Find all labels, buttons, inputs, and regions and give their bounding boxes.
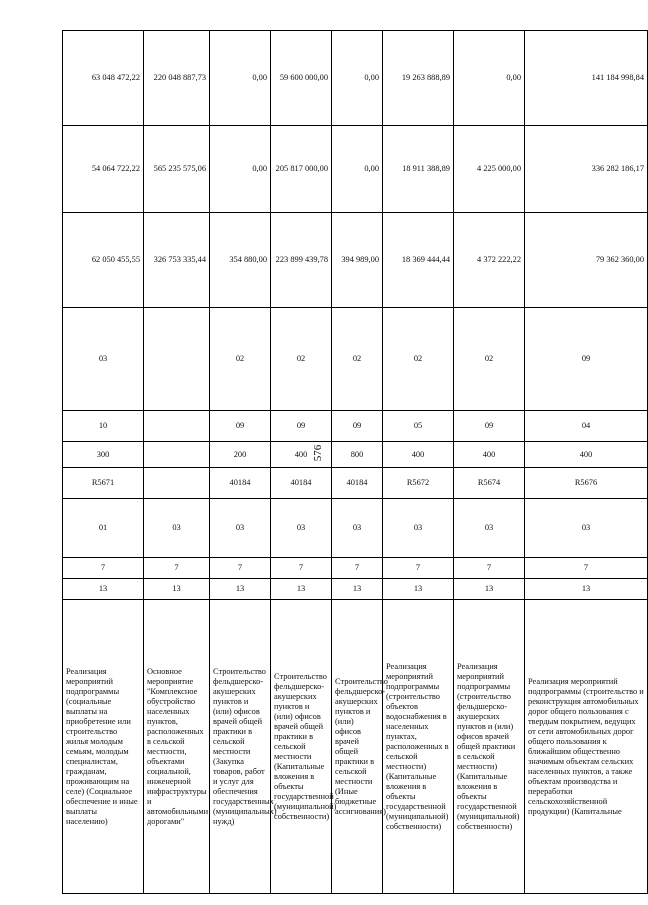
table-cell: 400	[383, 442, 454, 468]
table-cell: 13	[332, 579, 383, 600]
table-field-row-c4	[63, 468, 648, 499]
table-cell: 54 064 722,22	[63, 126, 144, 213]
table-cell: 02	[454, 308, 525, 411]
table-cell: 02	[383, 308, 454, 411]
table-cell: 394 989,00	[332, 213, 383, 308]
table-cell: 0,00	[332, 31, 383, 126]
table-cell: 13	[210, 579, 271, 600]
table-cell: 0,00	[332, 126, 383, 213]
row-name-cell: Строительство фельдшерско-акушерских пунктов и (или) офисов врачей общей практики в сельской местности (Капитальные вложения в объекты государственной (муниципальной) собственности)	[271, 600, 332, 894]
table-cell: 09	[271, 411, 332, 442]
table-cell: 7	[454, 558, 525, 579]
table-cell: 200	[210, 442, 271, 468]
table-cell: 02	[332, 308, 383, 411]
table-cell: 13	[271, 579, 332, 600]
table-cell	[144, 411, 210, 442]
row-name-cell: Реализация мероприятий подпрограммы (строительство объектов водоснабжения в населенных пунктах, расположенных в сельской местности) (Капитальные вложения в объекты государственной (муниципальной) собственности)	[383, 600, 454, 894]
table-cell: 40184	[210, 468, 271, 499]
table-field-row-name	[63, 600, 648, 894]
table-cell: 03	[63, 308, 144, 411]
table-cell: R5672	[383, 468, 454, 499]
table-cell: 62 050 455,55	[63, 213, 144, 308]
table-cell: 0,00	[210, 126, 271, 213]
table-cell: 7	[332, 558, 383, 579]
table-cell: 13	[144, 579, 210, 600]
table-cell: 354 880,00	[210, 213, 271, 308]
table-cell: R5671	[63, 468, 144, 499]
table-cell: 09	[525, 308, 648, 411]
table-cell: 13	[63, 579, 144, 600]
table-cell: 400	[525, 442, 648, 468]
table-cell: 59 600 000,00	[271, 31, 332, 126]
table-field-row-c5	[63, 442, 648, 468]
table-cell: 13	[454, 579, 525, 600]
table-cell: 326 753 335,44	[144, 213, 210, 308]
table-cell: 02	[210, 308, 271, 411]
table-cell: 220 048 887,73	[144, 31, 210, 126]
table-cell: 19 263 888,89	[383, 31, 454, 126]
table-cell: 03	[271, 499, 332, 558]
budget-table	[62, 30, 648, 894]
table-cell: 05	[383, 411, 454, 442]
row-name-cell: Основное мероприятие "Комплексное обустройство населенных пунктов, расположенных в сельской местности, объектами социальной, инженерной инфраструктуры и автомобильными дорогами"	[144, 600, 210, 894]
table-cell: 7	[144, 558, 210, 579]
table-cell: 03	[144, 499, 210, 558]
table-cell: R5674	[454, 468, 525, 499]
row-name-cell: Реализация мероприятий подпрограммы (строительство фельдшерско-акушерских пунктов и (или) офисов врачей общей практики в сельской местности) (Капитальные вложения в объекты государственной (муниципальной) собственности)	[454, 600, 525, 894]
table-cell: 7	[383, 558, 454, 579]
table-field-row-c7	[63, 308, 648, 411]
table-cell: 7	[63, 558, 144, 579]
table-cell: 141 184 998,84	[525, 31, 648, 126]
table-field-row-c6	[63, 411, 648, 442]
table-cell: 10	[63, 411, 144, 442]
table-cell: 01	[63, 499, 144, 558]
table-cell: 800	[332, 442, 383, 468]
table-cell: 09	[454, 411, 525, 442]
budget-table-frame	[62, 30, 644, 874]
table-cell: 03	[454, 499, 525, 558]
table-cell	[144, 442, 210, 468]
table-cell: R5676	[525, 468, 648, 499]
row-name-cell: Строительство фельдшерско-акушерских пунктов и (или) офисов врачей общей практики в сельской местности (Иные бюджетные ассигнования)	[332, 600, 383, 894]
table-cell: 400	[454, 442, 525, 468]
table-cell: 336 282 186,17	[525, 126, 648, 213]
table-field-row-v2	[63, 126, 648, 213]
table-field-row-c1	[63, 579, 648, 600]
table-cell: 63 048 472,22	[63, 31, 144, 126]
table-cell: 09	[210, 411, 271, 442]
table-cell: 0,00	[210, 31, 271, 126]
row-name-cell: Реализация мероприятий подпрограммы (строительство и реконструкция автомобильных дорог общего пользования с твердым покрытием, ведущих от сети автомобильных дорог общего пользования к ближайшим общественно значимым объектам сельских населенных пунктов, а также объектам производства и переработки сельскохозяйственной продукции) (Капитальные	[525, 600, 648, 894]
table-cell: 18 911 388,89	[383, 126, 454, 213]
table-cell: 7	[525, 558, 648, 579]
table-cell: 0,00	[454, 31, 525, 126]
table-cell: 205 817 000,00	[271, 126, 332, 213]
table-cell: 03	[383, 499, 454, 558]
row-name-cell: Реализация мероприятий подпрограммы (социальные выплаты на приобретение или строительство жилья молодым семьям, молодым специалистам, гражданам, проживающим на селе) (Социальное обеспечение и иные выплаты населению)	[63, 600, 144, 894]
table-cell: 13	[383, 579, 454, 600]
table-cell: 400	[271, 442, 332, 468]
table-cell	[144, 468, 210, 499]
table-field-row-c3	[63, 499, 648, 558]
table-cell: 03	[525, 499, 648, 558]
table-cell: 40184	[332, 468, 383, 499]
table-cell: 03	[332, 499, 383, 558]
table-cell: 79 362 360,00	[525, 213, 648, 308]
table-cell: 7	[271, 558, 332, 579]
table-cell: 13	[525, 579, 648, 600]
table-cell: 223 899 439,78	[271, 213, 332, 308]
table-cell: 300	[63, 442, 144, 468]
row-name-cell: Строительство фельдшерско-акушерских пунктов и (или) офисов врачей общей практики в сельской местности (Закупка товаров, работ и услуг для обеспечения государственных (муниципальных) нужд)	[210, 600, 271, 894]
table-cell: 09	[332, 411, 383, 442]
table-cell: 03	[210, 499, 271, 558]
table-cell: 40184	[271, 468, 332, 499]
table-cell: 565 235 575,06	[144, 126, 210, 213]
table-field-row-v3	[63, 31, 648, 126]
table-cell: 4 372 222,22	[454, 213, 525, 308]
table-cell: 18 369 444,44	[383, 213, 454, 308]
page-number: 576	[312, 444, 324, 462]
table-field-row-c2	[63, 558, 648, 579]
table-cell	[144, 308, 210, 411]
table-cell: 02	[271, 308, 332, 411]
table-cell: 4 225 000,00	[454, 126, 525, 213]
table-cell: 7	[210, 558, 271, 579]
table-field-row-v1	[63, 213, 648, 308]
table-cell: 04	[525, 411, 648, 442]
